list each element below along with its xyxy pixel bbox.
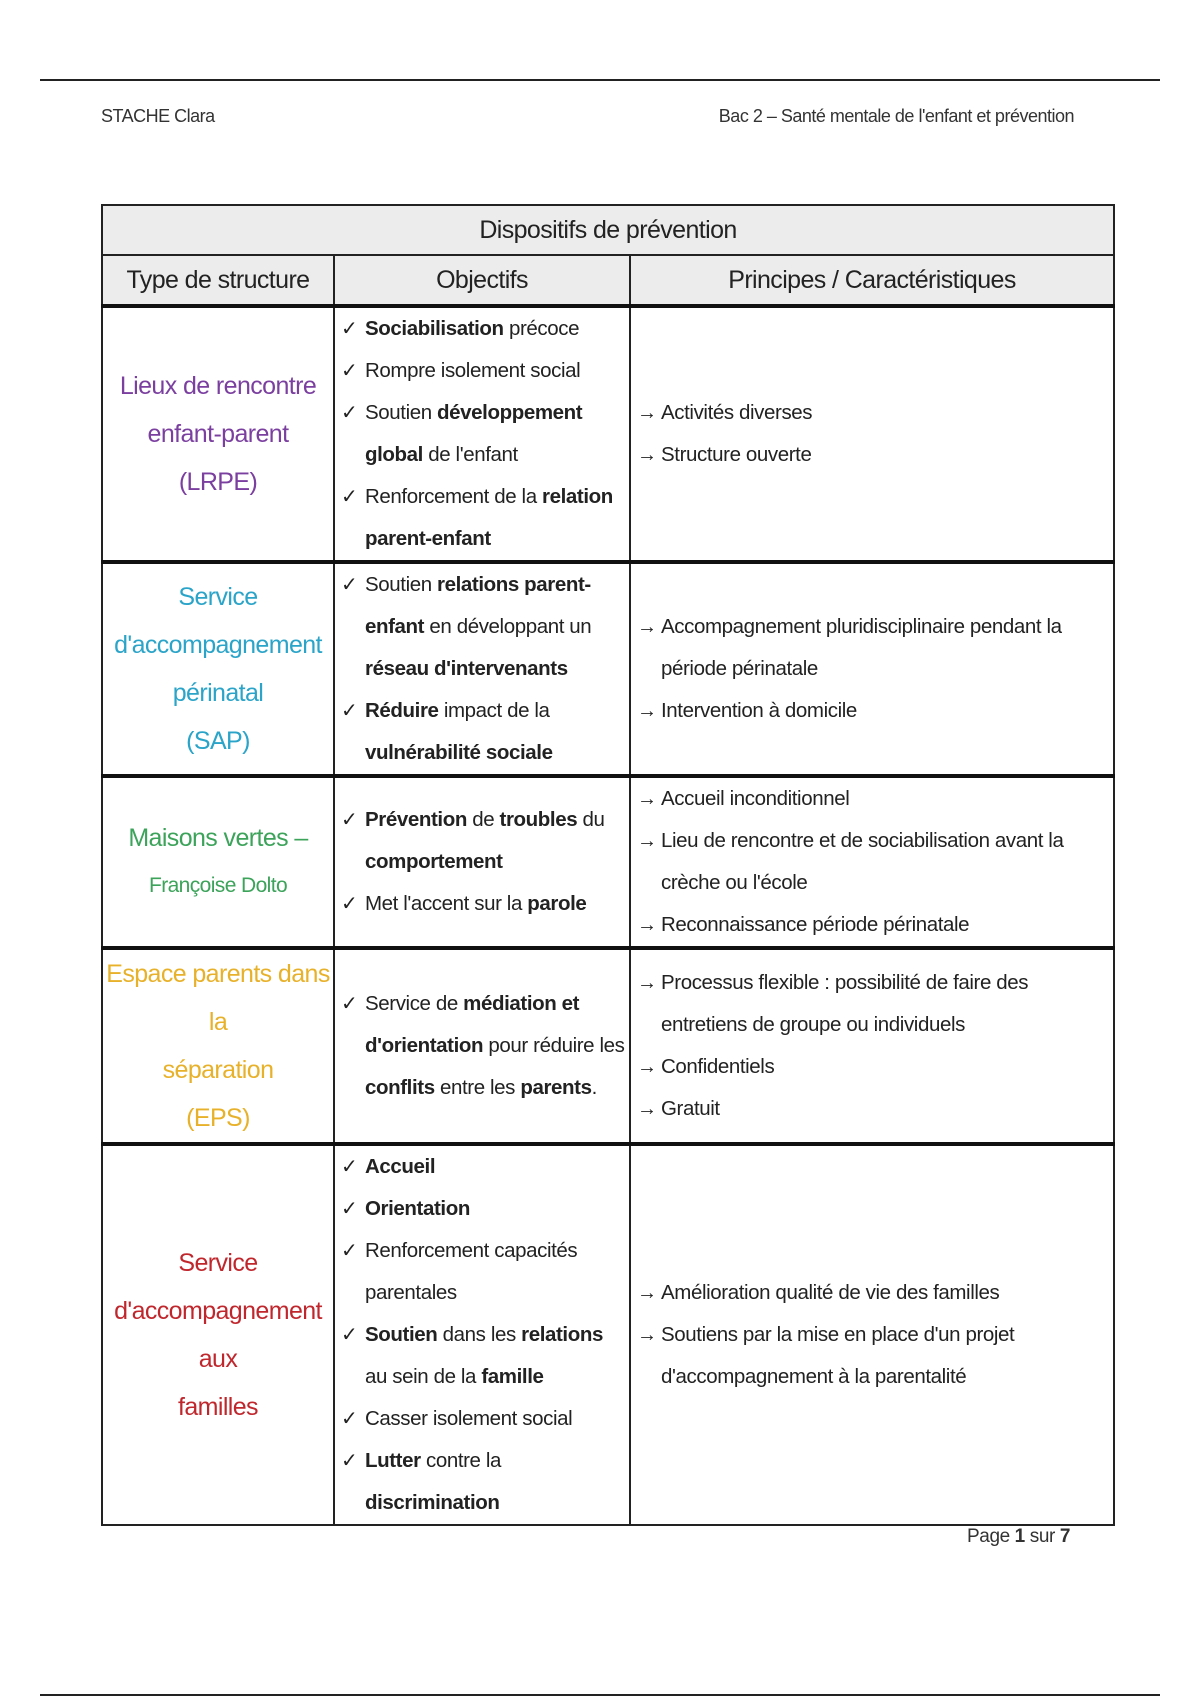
- objective-keyword: discrimination: [365, 1491, 500, 1514]
- structure-type-line: Françoise Dolto: [148, 874, 288, 897]
- header-course: Bac 2 – Santé mentale de l'enfant et prévention: [718, 106, 1074, 126]
- structure-type-line: (LRPE): [178, 468, 258, 496]
- prevention-table: [101, 204, 1115, 1526]
- objective-keyword: vulnérabilité sociale: [365, 741, 553, 764]
- objective-text: .: [591, 1076, 597, 1099]
- objective-text: précoce: [503, 317, 580, 340]
- structure-type-cell: [102, 1144, 334, 1525]
- check-icon: ✓: [341, 893, 358, 915]
- principle-text: Soutiens par la mise en place d'un projet d'accompagnement à la parentalité: [661, 1323, 1015, 1388]
- principles-cell: [630, 562, 1114, 776]
- structure-type-cell: [102, 562, 334, 776]
- objectives-cell: [334, 1144, 630, 1525]
- principle-item: [631, 1314, 1113, 1398]
- table-title: Dispositifs de prévention: [102, 205, 1114, 255]
- check-icon: ✓: [341, 1324, 358, 1346]
- principles-list: [631, 778, 1113, 946]
- table-row: [102, 306, 1114, 562]
- objective-keyword: parole: [527, 892, 587, 915]
- principle-item: [631, 1088, 1113, 1130]
- check-icon: ✓: [341, 486, 358, 508]
- arrow-right-icon: →: [637, 972, 657, 994]
- check-icon: ✓: [341, 993, 358, 1015]
- objective-text: Soutien: [365, 401, 438, 424]
- objective-item: [335, 1188, 629, 1230]
- check-icon: ✓: [341, 574, 358, 596]
- arrow-right-icon: →: [637, 1324, 657, 1346]
- objective-item: [335, 1230, 629, 1314]
- objective-text: Service de: [365, 992, 464, 1015]
- table-body: [102, 306, 1114, 1525]
- principles-list: [631, 1272, 1113, 1398]
- structure-type-line: Maisons vertes –: [128, 824, 308, 852]
- arrow-right-icon: →: [637, 1098, 657, 1120]
- objectives-cell: [334, 562, 630, 776]
- objective-keyword: Soutien: [365, 1323, 438, 1346]
- structure-type-line: d'accompagnement: [114, 631, 322, 659]
- page-current: 1: [1014, 1526, 1025, 1547]
- check-icon: ✓: [341, 1156, 358, 1178]
- principle-item: [631, 1272, 1113, 1314]
- objective-text: entre les: [434, 1076, 521, 1099]
- check-icon: ✓: [341, 700, 358, 722]
- objective-item: [335, 476, 629, 560]
- check-icon: ✓: [341, 809, 358, 831]
- principle-text: Amélioration qualité de vie des familles: [661, 1281, 1000, 1304]
- objective-keyword: relation parent-enfant: [365, 485, 613, 550]
- arrow-right-icon: →: [637, 444, 657, 466]
- principle-item: [631, 904, 1113, 946]
- page-sep: sur: [1029, 1526, 1055, 1547]
- principle-item: [631, 778, 1113, 820]
- principles-cell: [630, 948, 1114, 1144]
- principle-text: Gratuit: [661, 1097, 720, 1120]
- objective-text: Renforcement capacités parentales: [365, 1239, 578, 1304]
- objectives-list: [335, 564, 629, 774]
- objectives-cell: [334, 948, 630, 1144]
- objective-item: [335, 564, 629, 690]
- principle-text: Accueil inconditionnel: [661, 787, 850, 810]
- objective-keyword: Sociabilisation: [365, 317, 504, 340]
- objective-item: [335, 1398, 629, 1440]
- table-row: [102, 948, 1114, 1144]
- column-header-type: Type de structure: [102, 255, 334, 306]
- objective-item: [335, 1440, 629, 1524]
- principles-cell: [630, 306, 1114, 562]
- principles-list: [631, 392, 1113, 476]
- objective-text: Rompre isolement social: [365, 359, 581, 382]
- arrow-right-icon: →: [637, 830, 657, 852]
- principle-item: [631, 962, 1113, 1046]
- objective-item: [335, 883, 629, 925]
- principle-item: [631, 690, 1113, 732]
- objective-keyword: comportement: [365, 850, 503, 873]
- check-icon: ✓: [341, 360, 358, 382]
- structure-type-line: (SAP): [186, 727, 250, 755]
- principles-list: [631, 962, 1113, 1130]
- objective-item: [335, 308, 629, 350]
- objective-text: de l'enfant: [422, 443, 518, 466]
- objectives-list: [335, 983, 629, 1109]
- objective-text: Met l'accent sur la: [365, 892, 528, 915]
- bottom-rule: [40, 1694, 1160, 1696]
- table-row: [102, 562, 1114, 776]
- arrow-right-icon: →: [637, 616, 657, 638]
- structure-type-line: Espace parents dans la: [106, 960, 330, 1036]
- principles-list: [631, 606, 1113, 732]
- structure-type-line: familles: [178, 1393, 258, 1421]
- structure-type-line: séparation: [162, 1056, 274, 1084]
- check-icon: ✓: [341, 1408, 358, 1430]
- arrow-right-icon: →: [637, 914, 657, 936]
- principle-text: Accompagnement pluridisciplinaire pendant la période périnatale: [661, 615, 1062, 680]
- principle-text: Lieu de rencontre et de sociabilisation avant la crèche ou l'école: [661, 829, 1064, 894]
- objective-keyword: parents: [520, 1076, 592, 1099]
- principle-text: Structure ouverte: [661, 443, 812, 466]
- arrow-right-icon: →: [637, 1056, 657, 1078]
- objective-text: Soutien: [365, 573, 438, 596]
- structure-type-line: périnatal: [172, 679, 264, 707]
- structure-type-line: d'accompagnement aux: [114, 1297, 322, 1373]
- check-icon: ✓: [341, 1240, 358, 1262]
- column-header-principles: Principes / Caractéristiques: [630, 255, 1114, 306]
- objective-keyword: Lutter: [365, 1449, 421, 1472]
- structure-type-line: enfant-parent: [147, 420, 289, 448]
- objective-keyword: relations: [521, 1323, 603, 1346]
- structure-type-line: Lieux de rencontre: [119, 372, 317, 400]
- principle-text: Processus flexible : possibilité de faire des entretiens de groupe ou individuels: [661, 971, 1029, 1036]
- check-icon: ✓: [341, 1198, 358, 1220]
- objective-item: [335, 1146, 629, 1188]
- objective-text: du: [577, 808, 605, 831]
- objective-item: [335, 690, 629, 774]
- check-icon: ✓: [341, 1450, 358, 1472]
- page-label: Page: [967, 1526, 1010, 1547]
- column-header-objectives: Objectifs: [334, 255, 630, 306]
- objective-text: dans les: [437, 1323, 522, 1346]
- structure-type-cell: [102, 948, 334, 1144]
- objective-text: Renforcement de la: [365, 485, 543, 508]
- structure-type-line: Service: [178, 1249, 258, 1277]
- objective-keyword: relations parent-enfant: [365, 573, 591, 638]
- structure-type-cell: [102, 306, 334, 562]
- objectives-cell: [334, 776, 630, 948]
- top-rule: [40, 79, 1160, 81]
- principle-item: [631, 434, 1113, 476]
- objective-item: [335, 392, 629, 476]
- structure-type-cell: [102, 776, 334, 948]
- objective-item: [335, 799, 629, 883]
- principle-text: Activités diverses: [661, 401, 813, 424]
- principle-item: [631, 392, 1113, 434]
- objective-text: contre la: [420, 1449, 502, 1472]
- principles-cell: [630, 1144, 1114, 1525]
- objective-keyword: médiation et d'orientation: [365, 992, 580, 1057]
- objectives-cell: [334, 306, 630, 562]
- principle-item: [631, 606, 1113, 690]
- objective-item: [335, 1314, 629, 1398]
- objectives-list: [335, 799, 629, 925]
- page-total: 7: [1059, 1526, 1070, 1547]
- objective-keyword: Accueil: [365, 1155, 436, 1178]
- objective-item: [335, 350, 629, 392]
- principle-item: [631, 1046, 1113, 1088]
- objective-text: pour réduire les: [483, 1034, 625, 1057]
- principle-text: Intervention à domicile: [661, 699, 857, 722]
- objective-item: [335, 983, 629, 1109]
- objective-text: de: [466, 808, 500, 831]
- table-row: [102, 776, 1114, 948]
- arrow-right-icon: →: [637, 788, 657, 810]
- principle-text: Confidentiels: [661, 1055, 775, 1078]
- arrow-right-icon: →: [637, 700, 657, 722]
- principles-cell: [630, 776, 1114, 948]
- objectives-list: [335, 308, 629, 560]
- objective-keyword: développement global: [365, 401, 583, 466]
- arrow-right-icon: →: [637, 402, 657, 424]
- objective-text: Casser isolement social: [365, 1407, 573, 1430]
- table-row: [102, 1144, 1114, 1525]
- objective-keyword: Prévention: [365, 808, 467, 831]
- principle-item: [631, 820, 1113, 904]
- structure-type-line: Service: [178, 583, 258, 611]
- objective-text: en développant un: [424, 615, 592, 638]
- objective-keyword: conflits: [365, 1076, 435, 1099]
- objective-text: au sein de la: [365, 1365, 482, 1388]
- principle-text: Reconnaissance période périnatale: [661, 913, 970, 936]
- objectives-list: [335, 1146, 629, 1524]
- check-icon: ✓: [341, 318, 358, 340]
- objective-keyword: Orientation: [365, 1197, 470, 1220]
- page-indicator: [967, 1526, 1070, 1548]
- header-author: STACHE Clara: [101, 106, 215, 126]
- objective-text: impact de la: [438, 699, 550, 722]
- structure-type-line: (EPS): [186, 1104, 250, 1132]
- objective-keyword: troubles: [499, 808, 578, 831]
- arrow-right-icon: →: [637, 1282, 657, 1304]
- objective-keyword: famille: [481, 1365, 544, 1388]
- check-icon: ✓: [341, 402, 358, 424]
- objective-keyword: réseau d'intervenants: [365, 657, 568, 680]
- objective-keyword: Réduire: [365, 699, 439, 722]
